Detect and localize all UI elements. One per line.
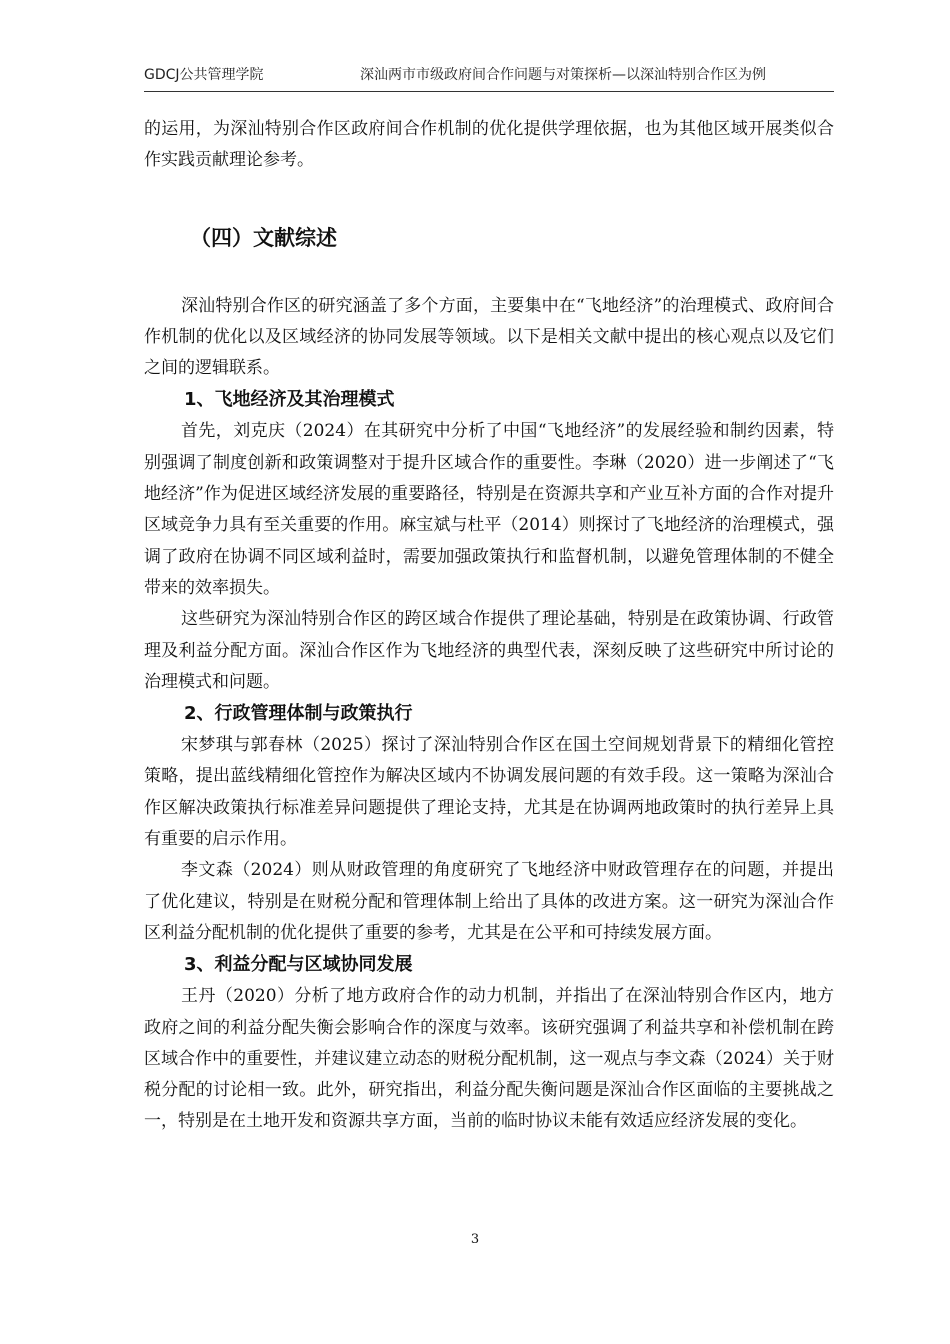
section-title: （四）文献综述	[190, 225, 337, 250]
subsection-2-title: 2、行政管理体制与政策执行	[184, 703, 413, 725]
subsection-3-paragraph-1: 王丹（2020）分析了地方政府合作的动力机制，并指出了在深汕特别合作区内，地方政府之间的利益分配失衡会影响合作的深度与效率。该研究强调了利益共享和补偿机制在跨区域合作中的重要性，并建议建立动态的财税分配机制，这一观点与李文森（2024）关于财税分配的讨论相一致。此外，研究指出，利益分配失衡问题是深汕合作区面临的主要挑战之一，特别是在土地开发和资源共享方面，当前的临时协议未能有效适应经济发展的变化。	[144, 986, 834, 1132]
intro-paragraph: 的运用，为深汕特别合作区政府间合作机制的优化提供学理依据，也为其他区域开展类似合作实践贡献理论参考。	[144, 119, 834, 171]
subsection-1-paragraph-2: 这些研究为深汕特别合作区的跨区域合作提供了理论基础，特别是在政策协调、行政管理及利益分配方面。深汕合作区作为飞地经济的典型代表，深刻反映了这些研究中所讨论的治理模式和问题。	[144, 609, 834, 692]
section-intro-paragraph: 深汕特别合作区的研究涵盖了多个方面，主要集中在“飞地经济”的治理模式、政府间合作机制的优化以及区域经济的协同发展等领域。以下是相关文献中提出的核心观点以及它们之间的逻辑联系。	[144, 295, 834, 379]
subsection-1-paragraph-1: 首先，刘克庆（2024）在其研究中分析了中国“飞地经济”的发展经验和制约因素，特别强调了制度创新和政策调整对于提升区域合作的重要性。李琳（2020）进一步阐述了“飞地经济”作为促进区域经济发展的重要路径，特别是在资源共享和产业互补方面的合作对提升区域竞争力具有至关重要的作用。麻宝斌与杜平（2014）则探讨了飞地经济的治理模式，强调了政府在协调不同区域利益时，需要加强政策执行和监督机制，以避免管理体制的不健全带来的效率损失。	[144, 421, 834, 598]
subsection-1-title: 1、飞地经济及其治理模式	[184, 389, 395, 411]
subsection-2-paragraph-2: 李文森（2024）则从财政管理的角度研究了飞地经济中财政管理存在的问题，并提出了优化建议，特别是在财税分配和管理体制上给出了具体的改进方案。这一研究为深汕合作区利益分配机制的优化提供了重要的参考，尤其是在公平和可持续发展方面。	[144, 860, 834, 943]
header-institution: GDCJ公共管理学院	[144, 67, 264, 83]
page-number: 3	[470, 1232, 480, 1247]
page-body	[144, 114, 834, 1138]
header-divider	[144, 91, 834, 92]
header-paper-title: 深汕两市市级政府间合作问题与对策探析—以深汕特别合作区为例	[360, 67, 766, 83]
subsection-2-paragraph-1: 宋梦琪与郭春林（2025）探讨了深汕特别合作区在国土空间规划背景下的精细化管控策略，提出蓝线精细化管控作为解决区域内不协调发展问题的有效手段。这一策略为深汕合作区解决政策执行标准差异问题提供了理论支持，尤其是在协调两地政策时的执行差异上具有重要的启示作用。	[144, 735, 834, 850]
subsection-3-title: 3、利益分配与区域协同发展	[184, 954, 413, 976]
